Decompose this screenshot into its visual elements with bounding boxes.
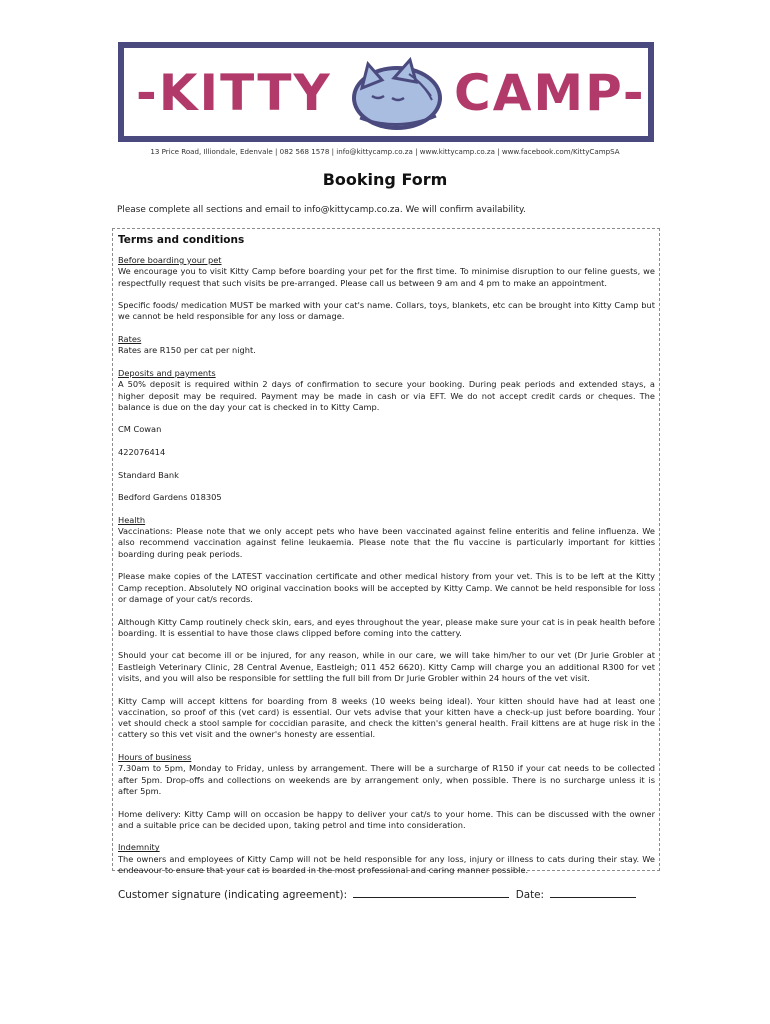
bank-account-name: CM Cowan	[118, 424, 162, 435]
paragraph: Please make copies of the LATEST vaccination certificate and other medical history from your vet. This is to be left at the Kitty Camp reception. Absolutely NO original vaccination books will be accepted by Kitty Camp. We cannot be held responsible for loss or damage of your cat/s records.	[118, 571, 655, 604]
terms-box	[112, 228, 660, 876]
paragraph: The owners and employees of Kitty Camp will not be held responsible for any loss, injury or illness to cats during their stay. We endeavour to ensure that your cat is boarded in the most professional and caring manner possible.	[118, 853, 655, 876]
kitty-camp-logo	[124, 48, 648, 136]
date-field[interactable]	[550, 887, 636, 898]
paragraph: Vaccinations: Please note that we only accept pets who have been vaccinated against feline enteritis and feline influenza. We also recommend vaccination against feline leukaemia. Please note that the flu vaccine is particularly important for kitties boarding during peak periods.	[118, 526, 655, 559]
section-title: Hours of business	[118, 752, 192, 763]
section-rates	[118, 334, 655, 357]
section-title: Rates	[118, 334, 142, 345]
instructions-text: Please complete all sections and email to info@kittycamp.co.za. We will confirm availability.	[117, 205, 526, 215]
sleeping-cat-icon	[352, 60, 442, 130]
paragraph: Rates are R150 per cat per night.	[118, 345, 256, 356]
section-health	[118, 515, 655, 741]
paragraph: Although Kitty Camp routinely check skin, ears, and eyes throughout the year, please make sure your cat is in peak health before boarding. It is essential to have those claws clipped before coming into the cattery.	[118, 616, 655, 638]
section-hours	[118, 752, 655, 831]
section-title: Deposits and payments	[118, 367, 216, 378]
section-title: Indemnity	[118, 842, 160, 853]
bank-account-number: 422076414	[118, 447, 166, 458]
signature-label: Customer signature (indicating agreement):	[118, 889, 348, 901]
bank-branch: Bedford Gardens 018305	[118, 492, 222, 503]
bank-name: Standard Bank	[118, 469, 179, 480]
logo	[124, 48, 648, 136]
signature-field[interactable]	[353, 887, 509, 898]
paragraph: Should your cat become ill or be injured, for any reason, while in our care, we will take him/her to our vet (Dr Jurie Grobler at Eastleigh Veterinary Clinic, 28 Central Avenue, Eastleigh; 011 452 6620). Kitty Camp will charge you an additional R300 for vet visits, and you will also be responsible for settling the full bill from Dr Jurie Grobler within 24 hours of the vet visit.	[118, 650, 655, 683]
logo-text-camp: CAMP-	[454, 64, 646, 122]
contact-line: 13 Price Road, Illiondale, Edenvale | 082 568 1578 | info@kittycamp.co.za | www.kittycamp.co.za | www.facebook.com/KittyCampSA	[150, 147, 620, 156]
page-title: Booking Form	[322, 170, 448, 189]
paragraph: Kitty Camp will accept kittens for boarding from 8 weeks (10 weeks being ideal). Your kitten should have had at least one vaccination, so proof of this (vet card) is essential. Our vets advise that your kitten have a check-up just before boarding. Your vet should check a stool sample for coccidian parasite, and check the kitten's general health. Frail kittens are at huge risk in the cattery so this vet visit and the owner's honesty are essential.	[118, 695, 655, 740]
paragraph: 7.30am to 5pm, Monday to Friday, unless by arrangement. There will be a surcharge of R150 if your cat needs to be collected after 5pm. Drop-offs and collections on weekends are by arrangement only, when possible. There is no surcharge unless it is after 5pm.	[118, 763, 655, 796]
section-title: Health	[118, 514, 146, 525]
section-title: Before boarding your pet	[118, 255, 222, 265]
bank-details	[118, 424, 655, 503]
paragraph: Home delivery: Kitty Camp will on occasion be happy to deliver your cat/s to your home. This can be discussed with the owner and a suitable price can be decided upon, taking petrol and time into consideration.	[118, 808, 655, 830]
paragraph: A 50% deposit is required within 2 days of confirmation to secure your booking. During peak periods and extended stays, a higher deposit may be required. Payment may be made in cash or via EFT. We do not accept credit cards or cheques. The balance is due on the day your cat is checked in to Kitty Camp.	[118, 379, 655, 412]
section-indemnity	[118, 842, 655, 876]
section-deposits	[118, 368, 655, 504]
terms-heading: Terms and conditions	[118, 234, 245, 246]
logo-text-kitty: -KITTY	[136, 64, 332, 122]
paragraph: Specific foods/ medication MUST be marked with your cat's name. Collars, toys, blankets, etc can be brought into Kitty Camp but we cannot be held responsible for any loss or damage.	[118, 300, 655, 322]
signature-row	[118, 887, 658, 901]
date-label: Date:	[515, 889, 545, 901]
header-banner	[118, 42, 654, 142]
section-before-boarding	[118, 255, 655, 323]
paragraph: We encourage you to visit Kitty Camp before boarding your pet for the first time. To minimise disruption to our feline guests, we respectfully request that such visits be pre-arranged. Please call us between 9 am and 4 pm to make an appointment.	[118, 266, 655, 288]
